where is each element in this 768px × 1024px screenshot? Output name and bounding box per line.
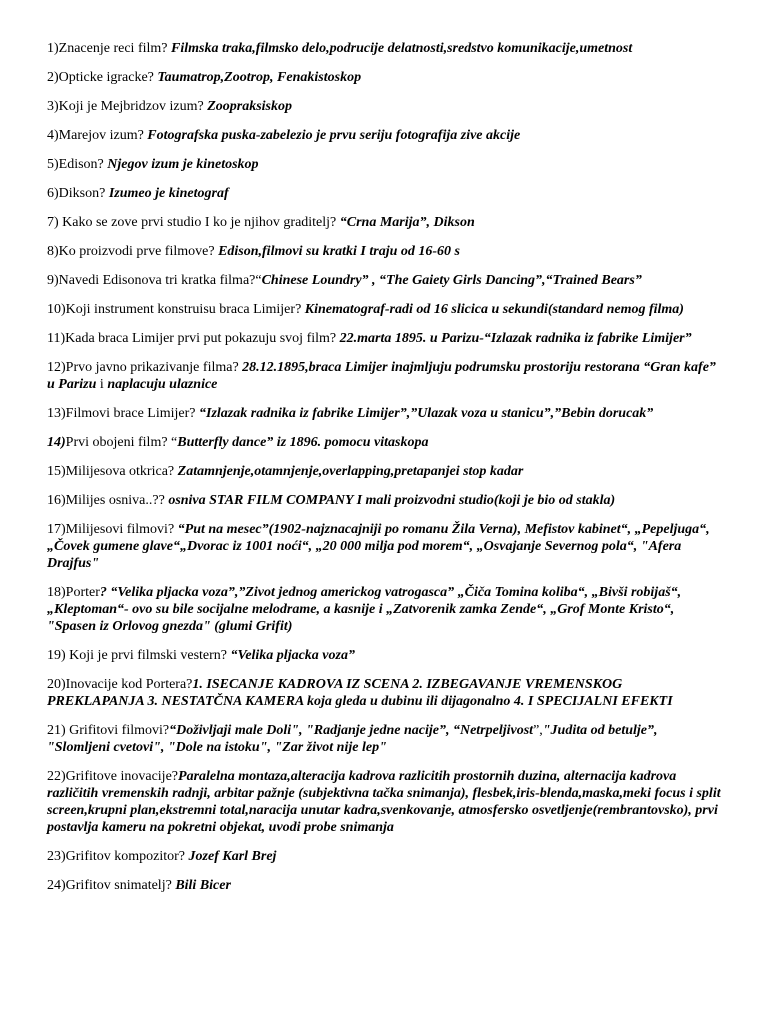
- answer: Kinematograf-radi od 16 slicica u sekundi(standard nemog filma): [304, 302, 684, 317]
- qa-item-17: [47, 521, 722, 572]
- question: 2)Opticke igracke?: [47, 70, 158, 85]
- answer: Bili Bicer: [175, 878, 231, 893]
- question: 7) Kako se zove prvi studio I ko je njihov graditelj?: [47, 215, 340, 230]
- qa-item-2: [47, 69, 722, 86]
- qa-item-5: [47, 156, 722, 173]
- question: 22)Grifitove inovacije?: [47, 769, 179, 784]
- question: 13)Filmovi brace Limijer?: [47, 406, 200, 421]
- question: 17)Milijesovi filmovi?: [47, 522, 178, 537]
- qa-item-6: [47, 185, 722, 202]
- answer: Taumatrop,Zootrop, Fenakistoskop: [157, 70, 362, 85]
- question: 15)Milijesova otkrica?: [47, 464, 178, 479]
- answer: Filmska traka,filmsko delo,podrucije delatnosti,sredstvo komunikacije,umetnost: [170, 41, 633, 56]
- question: 10)Koji instrument konstruisu braca Limijer?: [47, 302, 305, 317]
- qa-item-7: [47, 214, 722, 231]
- qa-item-10: [47, 301, 722, 318]
- answer: 28.12.1895,braca Limijer inajmljuju podrumsku prostoriju restorana “Gran kafe” u Parizu: [47, 360, 716, 392]
- question: 4)Marejov izum?: [47, 128, 148, 143]
- answer-connector: ”,: [533, 723, 543, 738]
- question: 1)Znacenje reci film?: [47, 41, 171, 56]
- answer: “Izlazak radnika iz fabrike Limijer”,”Ulazak voza u stanicu”,”Bebin dorucak”: [199, 406, 654, 421]
- answer: Fotografska puska-zabelezio je prvu seriju fotografija zive akcije: [147, 128, 521, 143]
- question: 16)Milijes osniva..??: [47, 493, 169, 508]
- answer: “Crna Marija”, Dikson: [339, 215, 475, 230]
- answer-tail: "Judita od betulje”, "Slomljeni cvetovi", "Dole na istoku", "Zar život nije lep": [47, 723, 658, 755]
- answer: Chinese Loundry” , “The Gaiety Girls Dancing”,“Trained Bears”: [261, 273, 642, 288]
- qa-item-24: [47, 877, 722, 894]
- question: 12)Prvo javno prikazivanje filma?: [47, 360, 243, 375]
- qa-item-15: [47, 463, 722, 480]
- answer: Zoopraksiskop: [207, 99, 292, 114]
- question: 21) Grifitovi filmovi?: [47, 723, 170, 738]
- qa-item-16: [47, 492, 722, 509]
- question: 20)Inovacije kod Portera?: [47, 677, 193, 692]
- question: 8)Ko proizvodi prve filmove?: [47, 244, 219, 259]
- qa-item-14: [47, 434, 722, 451]
- qa-item-23: [47, 848, 722, 865]
- qa-item-19: [47, 647, 722, 664]
- answer: Izumeo je kinetograf: [108, 186, 229, 201]
- question: 9)Navedi Edisonova tri kratka filma?“: [47, 273, 262, 288]
- question: 23)Grifitov kompozitor?: [47, 849, 189, 864]
- qa-item-3: [47, 98, 722, 115]
- question: 18)Porter: [47, 585, 100, 600]
- answer: Edison,filmovi su kratki I traju od 16-60 s: [218, 244, 460, 259]
- question: 3)Koji je Mejbridzov izum?: [47, 99, 208, 114]
- answer: “Put na mesec”(1902-najznacajniji po romanu Žila Verna), Mefistov kabinet“, „Pepeljuga“, „Čovek gumene glave“„Dvorac iz 1001 noći“, „20 000 milja pod morem“, „Osvajanje Severnog pola“, "Afera Drajfus": [47, 522, 710, 571]
- answer: 1. ISECANJE KADROVA IZ SCENA 2. IZBEGAVANJE VREMENSKOG PREKLAPANJA 3. NESTATČNA KAMERA koja gleda u dubinu ili dijagonalno 4. I SPECIJALNI EFEKTI: [47, 677, 673, 709]
- answer: “Doživljaji male Doli", "Radjanje jedne nacije”, “Netrpeljivost: [169, 723, 534, 738]
- answer-connector: i: [96, 377, 108, 392]
- question: 19) Koji je prvi filmski vestern?: [47, 648, 231, 663]
- qa-item-13: [47, 405, 722, 422]
- qa-item-20: [47, 676, 722, 710]
- answer: Butterfly dance” iz 1896. pomocu vitaskopa: [177, 435, 429, 450]
- answer: 22.marta 1895. u Parizu-“Izlazak radnika iz fabrike Limijer”: [339, 331, 692, 346]
- qa-item-22: [47, 768, 722, 836]
- answer: “Velika pljacka voza”: [230, 648, 355, 663]
- question: 11)Kada braca Limijer prvi put pokazuju svoj film?: [47, 331, 340, 346]
- question: 24)Grifitov snimatelj?: [47, 878, 176, 893]
- answer: Zatamnjenje,otamnjenje,overlapping,pretapanjei stop kadar: [177, 464, 524, 479]
- qa-item-8: [47, 243, 722, 260]
- answer: Njegov izum je kinetoskop: [107, 157, 259, 172]
- qa-item-9: [47, 272, 722, 289]
- question-number: 14): [47, 435, 66, 450]
- question: 6)Dikson?: [47, 186, 109, 201]
- answer: ? “Velika pljacka voza”,”Zivot jednog americkog vatrogasca” „Čiča Tomina koliba“, „Bivši robijaš“, „Kleptoman“- ovo su bile socijalne melodrame, a kasnije i „Zatvorenik zamka Zende“, „Grof Monte Kristo“, "Spasen iz Orlovog gnezda" (glumi Grifit): [47, 585, 682, 634]
- qa-item-21: [47, 722, 722, 756]
- qa-item-11: [47, 330, 722, 347]
- question: 5)Edison?: [47, 157, 108, 172]
- qa-item-12: [47, 359, 722, 393]
- qa-item-18: [47, 584, 722, 635]
- answer: Jozef Karl Brej: [188, 849, 277, 864]
- answer: Paralelna montaza,alteracija kadrova razlicitih prostornih duzina, alternacija kadrova različitih vremenskih radnji, arbitar pažnje (subjektivna tačka snimanja), flesbek,iris-blenda,maska,meki focus i split screen,krupni plan,ekstremni total,naracija unutar kadra,svenkovanje, atmosfersko osvetljenje(rembrantovsko), prvi postavlja kameru na pokretni objekat, uvodi probe snimanja: [47, 769, 721, 835]
- question: Prvi obojeni film? “: [65, 435, 178, 450]
- answer-tail: naplacuju ulaznice: [107, 377, 218, 392]
- qa-item-4: [47, 127, 722, 144]
- answer: osniva STAR FILM COMPANY I mali proizvodni studio(koji je bio od stakla): [168, 493, 616, 508]
- qa-item-1: [47, 40, 722, 57]
